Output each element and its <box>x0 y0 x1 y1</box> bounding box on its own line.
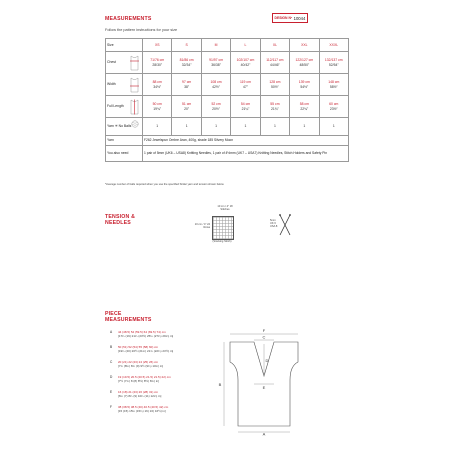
width-in-l: 47" <box>242 84 248 89</box>
yarn-balls-label: Yarn ✳ No Balls <box>107 124 132 129</box>
balls-footnote: *Average number of balls required when you use the specified Sirdar yarn and tension shown below <box>105 183 224 186</box>
piece-letter-a: A <box>110 330 113 334</box>
tension-swatch <box>212 216 234 240</box>
balls-xs: 1 <box>143 118 172 136</box>
vest-schematic <box>210 322 320 442</box>
piece-cm-f: 38 (38.5) 38.5 (40) 40.5 (40.5) 42) cm <box>118 405 169 409</box>
size-l: L <box>231 39 260 52</box>
tension-rows-label: 10 cm / 4" 24 Rows <box>194 223 210 230</box>
needle-size-uk: UK 6 <box>270 222 276 226</box>
width-cm-xxxl: 148 cm <box>328 80 340 85</box>
chest-cm-xxl: 122/127 cm <box>295 58 314 63</box>
chest-cm-m: 91/97 cm <box>209 58 224 63</box>
length-cm-xl: 55 cm <box>270 102 280 107</box>
design-number: 10044 <box>293 15 306 21</box>
width-cm-s: 97 cm <box>182 80 192 85</box>
length-measure-icon <box>129 99 140 115</box>
width-in-xxl: 54½" <box>300 84 309 89</box>
chest-measure-icon <box>129 55 140 71</box>
width-in-xs: 34½" <box>153 84 162 89</box>
piece-title-line2: MEASUREMENTS <box>105 317 152 323</box>
piece-in-d: [7½ (7¾) 8 (8) 8½) 8½) 8¾) in] <box>118 379 160 383</box>
length-cm-l: 54 cm <box>240 102 251 107</box>
balls-m: 1 <box>201 118 230 136</box>
piece-in-e: [6¼ (7) 8¼ (9) 10¼ (11) 12¼) in] <box>118 394 162 398</box>
tension-title <box>105 214 135 226</box>
yarn-balls-row <box>106 118 349 136</box>
measurements-table <box>105 38 349 162</box>
width-cm-xxl: 139 cm <box>298 80 310 85</box>
chest-cm-l: 102/107 cm <box>236 58 255 63</box>
chest-cm-xxxl: 132/137 cm <box>324 58 343 63</box>
width-in-xl: 50½" <box>270 84 279 89</box>
needle-size-usa: USA 8 <box>270 225 278 229</box>
chest-in-m: 36/38" <box>211 62 221 67</box>
width-in-s: 38" <box>184 84 190 89</box>
chest-in-s: 32/34" <box>181 62 192 67</box>
length-in-xs: 19¾" <box>153 106 162 111</box>
needle-size-mm: 5mm <box>270 219 276 222</box>
balls-xxxl: 1 <box>319 118 348 136</box>
chest-in-xs: 28/30" <box>152 62 163 67</box>
piece-cm-c: 20 (21) 22 (23) 24 (25) 26) cm <box>118 360 159 364</box>
balls-xl: 1 <box>260 118 289 136</box>
piece-cm-d: 19 (19.5) 20.5 (20.5) 21.5) 21.5) 22) cm <box>118 375 171 379</box>
diagram-label-b: B <box>218 382 222 387</box>
tension-title-line1: TENSION & <box>105 214 136 220</box>
chest-in-l: 40/42" <box>240 62 251 67</box>
length-cm-xxl: 58 cm <box>299 102 309 107</box>
width-in-m: 42½" <box>212 84 220 89</box>
piece-title <box>105 311 152 323</box>
tension-title-line2: NEEDLES <box>105 220 131 226</box>
diagram-label-f: F <box>262 328 266 333</box>
piece-letter-f: F <box>110 405 112 409</box>
length-cm-m: 52 cm <box>211 102 221 107</box>
size-xl: XL <box>260 39 289 52</box>
size-xxl: XXL <box>290 39 319 52</box>
width-in-xxxl: 58½" <box>329 84 338 89</box>
chest-in-xxl: 48/50" <box>299 62 310 67</box>
size-row <box>106 39 349 52</box>
piece-cm-e: 16 (18) 21 (23) 26 (28) 31) cm <box>118 390 159 394</box>
chest-row <box>106 52 349 74</box>
diagram-label-a: A <box>262 431 266 437</box>
length-in-xl: 21¾" <box>270 106 279 111</box>
piece-letter-d: D <box>110 375 113 379</box>
length-in-m: 20½" <box>212 106 220 111</box>
tension-pattern-label: (Stocking Stitch) <box>212 240 232 243</box>
yarn-row <box>106 136 349 146</box>
yarn-label: Yarn <box>106 136 143 146</box>
size-label: Size <box>106 39 143 52</box>
yarn-text: F262 Jewelspun Ombre Aran, 400g, shade 185 Silvery Moon <box>143 136 349 146</box>
also-need-text: 1 pair of 5mm (UK6 – USA8) Knitting Needles, 1 pair of 4½mm (UK7 – USA7) Knitting Needles, Stitch Holders and Safety Pin <box>143 146 349 162</box>
design-label: DESIGN Nº <box>274 16 293 20</box>
piece-letter-b: B <box>110 345 113 349</box>
piece-in-f: [15 (15) 15¼ (15¾) 16) 16) 16½) in] <box>118 409 166 413</box>
piece-in-c: [7¾ (8¼) 8¾ (9) 9½ (9¾) 10¼) in] <box>118 364 164 368</box>
size-m: M <box>201 39 230 52</box>
balls-xxl: 1 <box>290 118 319 136</box>
length-cm-s: 51 cm <box>182 102 192 107</box>
piece-cm-b: 50 (51) 52 (54) 55 (58) 60) cm <box>118 345 159 349</box>
piece-in-a: [17¼ (19) 21¼ (23½) 25¼ (27¼) 29¼) in] <box>118 334 174 338</box>
also-need-label: You also need <box>106 146 143 162</box>
size-xxxl: XXXL <box>319 39 348 52</box>
length-cm-xs: 50 cm <box>152 102 162 107</box>
length-in-xxxl: 23½" <box>329 106 338 111</box>
measurements-title: MEASUREMENTS <box>105 16 152 22</box>
yarn-ball-icon <box>130 120 140 128</box>
also-need-row <box>106 146 349 162</box>
design-number-box <box>272 13 308 23</box>
length-cm-xxxl: 60 cm <box>329 102 339 107</box>
tension-stitches-label: 10 cm / 4" 18 Stitches <box>217 205 233 212</box>
chest-in-xxxl: 52/54" <box>328 62 339 67</box>
width-measure-icon <box>129 77 140 93</box>
diagram-label-e: E <box>262 385 266 390</box>
piece-cm-a: 44 (48.5) 54 (59.5) 64 (69.5) 74) cm <box>118 330 166 334</box>
chest-cm-xs: 71/76 cm <box>150 58 165 63</box>
piece-letter-c: C <box>110 360 113 364</box>
chest-cm-xl: 112/117 cm <box>266 58 284 63</box>
width-row <box>106 74 349 96</box>
diagram-label-c: C <box>262 334 266 340</box>
length-row <box>106 96 349 118</box>
length-in-s: 20" <box>184 106 190 111</box>
width-cm-m: 108 cm <box>210 80 222 85</box>
chest-label: Chest <box>107 60 116 65</box>
size-xs: XS <box>143 39 172 52</box>
length-in-xxl: 22¾" <box>300 106 309 111</box>
size-s: S <box>172 39 201 52</box>
follow-instructions: Follow the pattern instructions for your size <box>105 28 178 32</box>
balls-s: 1 <box>172 118 201 136</box>
piece-letter-e: E <box>110 390 113 394</box>
chest-cm-s: 81/86 cm <box>179 58 194 63</box>
knitting-needles-icon <box>278 214 292 236</box>
balls-l: 1 <box>231 118 260 136</box>
width-label: Width <box>107 82 116 87</box>
length-in-l: 21¼" <box>241 106 250 111</box>
length-label: Full Length <box>107 104 124 109</box>
piece-in-b: [19¾ (20) 20½ (21¼) 21¾ (22¾) 23½) in] <box>118 349 174 353</box>
chest-in-xl: 44/46" <box>270 62 280 67</box>
width-cm-xl: 128 cm <box>269 80 281 85</box>
piece-title-line1: PIECE <box>105 311 122 317</box>
width-cm-l: 119 cm <box>240 80 251 85</box>
width-cm-xs: 88 cm <box>152 80 162 85</box>
diagram-label-d: D <box>265 358 269 363</box>
